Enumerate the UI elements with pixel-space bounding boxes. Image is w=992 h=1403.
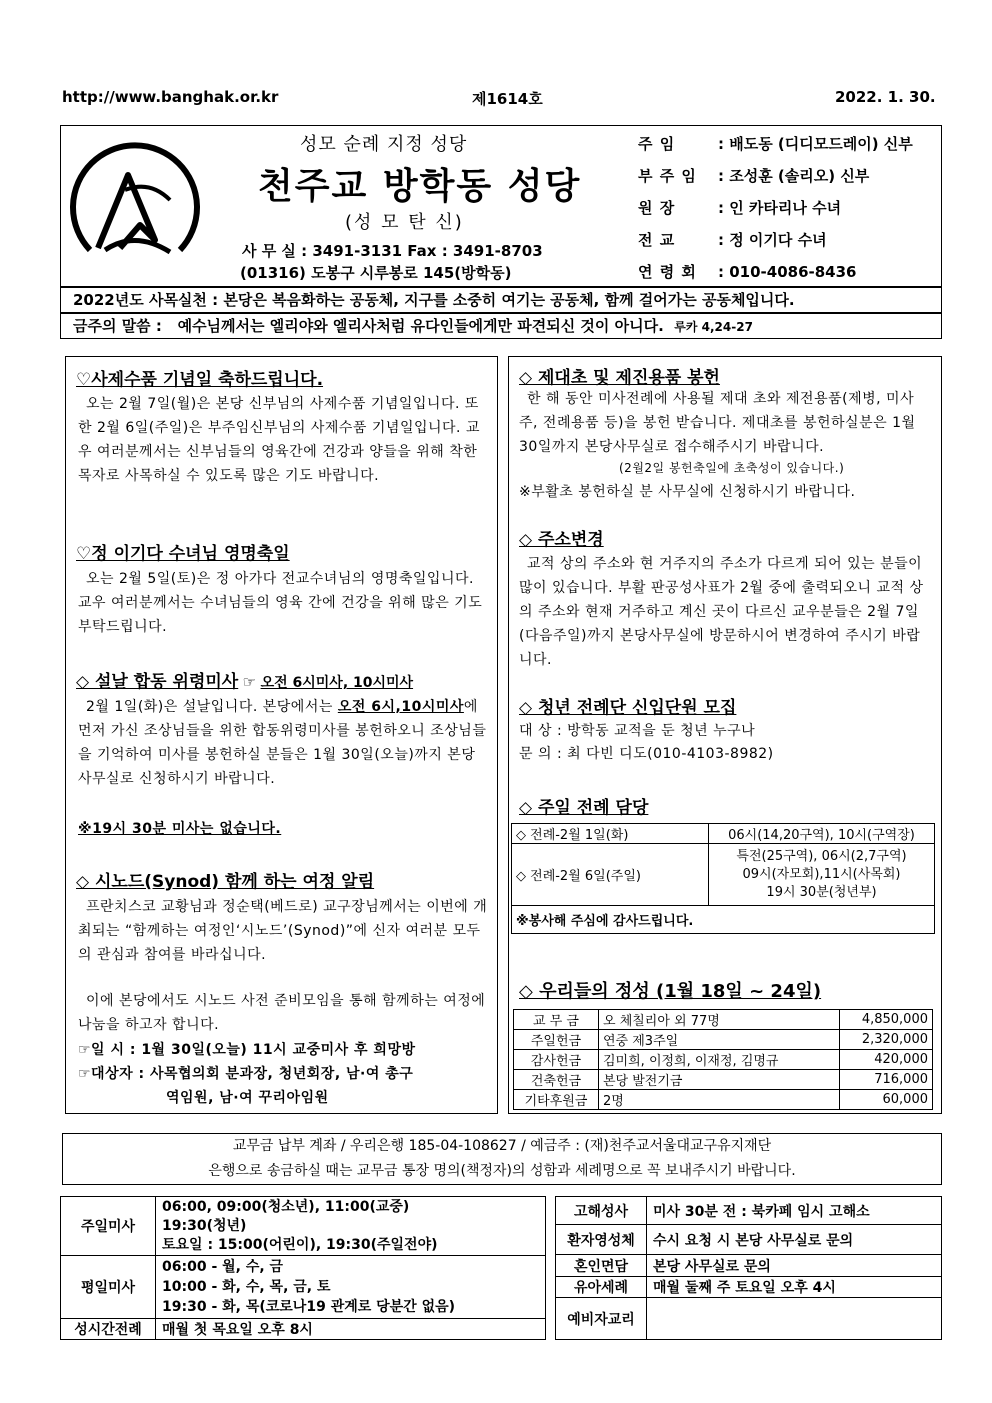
table-row — [61, 1256, 546, 1319]
sunday-mass-times: 06:00, 09:00(청소년), 11:00(교중) 19:30(청년) 토요일 : 15:00(어린이), 19:30(주일전야) — [156, 1197, 546, 1256]
table-row: 고해성사 미사 30분 전 : 북카페 임시 고해소 — [556, 1197, 942, 1225]
altar-candle-small: (2월2일 봉헌축일에 초축성이 있습니다.) — [619, 461, 845, 475]
bulletin-name: (성 모 탄 신) — [345, 212, 464, 233]
synod-date: ☞일 시 : 1월 30일(오늘) 11시 교중미사 후 희망방 — [78, 1042, 416, 1058]
altar-candle-note: ※부활초 봉헌하실 분 사무실에 신청하시기 바랍니다. — [519, 484, 856, 500]
table-row — [61, 1319, 546, 1340]
table-row — [514, 1090, 933, 1110]
address-change-body: 교적 상의 주소와 현 거주지의 주소가 다르게 되어 있는 분들이 많이 있습니다. 부활 판공성사표가 2월 중에 출력되오니 교적 상의 주소와 현재 거주하고 계신 곳이 다르신 교우분들은 2월 7일(다음주일)까지 본당사무실에 방문하시어 변경하여 주시기 바랍니다. — [519, 556, 924, 668]
altar-candle-title: ◇ 제대초 및 제진용품 봉헌 — [519, 368, 720, 388]
synod-body-1: 프란치스코 교황님과 정순택(베드로) 교구장님께서는 이번에 개최되는 “함께하는 여정인‘시노드’(Synod)”에 신자 여러분 모두의 관심과 참여를 바라십니다. — [78, 899, 488, 963]
pastoral-motto: 2022년도 사목실천 : 본당은 복음화하는 공동체, 지구를 소중히 여기는 공동체, 함께 걸어가는 공동체입니다. — [60, 287, 942, 313]
table-row — [514, 1070, 933, 1090]
feastday-body: 오는 2월 5일(토)은 정 아가다 전교수녀님의 영명축일입니다. 교우 여러분께서는 수녀님들의 영육 간에 건강을 위해 많은 기도 부탁드립니다. — [78, 571, 483, 635]
ordination-title: ♡사제수품 기념일 축하드립니다. — [76, 370, 324, 390]
ordination-body: 오는 2월 7일(월)은 본당 신부님의 사제수품 기념일입니다. 또한 2월 6일(주일)은 부주임신부님의 사제수품 기념일입니다. 교우 여러분께서는 신부님들의 영육간에 건강과 양들을 위해 착한 목자로 사목하실 수 있도록 많은 기도 바랍니다. — [78, 396, 480, 484]
right-column — [508, 356, 942, 1114]
table-row: 예비자교리 — [556, 1298, 942, 1340]
staff-assistant: 부 주 임 : 조성훈 (솔리오) 신부 — [638, 167, 870, 185]
liturgy-duty-table — [511, 823, 935, 934]
offering-category: 교 무 금 — [514, 1010, 599, 1030]
staff-catechist: 전 교 : 정 이기다 수녀 — [638, 231, 827, 249]
staff-funeral: 연 령 회 : 010-4086-8436 — [638, 263, 857, 281]
offering-category: 감사헌금 — [514, 1050, 599, 1070]
liturgy-duty-title: ◇ 주일 전례 담당 — [519, 798, 649, 818]
altar-candle-body: 한 해 동안 미사전례에 사용될 제대 초와 제전용품(제병, 미사주, 전례용품 등)을 봉헌 받습니다. 제대초를 봉헌하실분은 1월30일까지 본당사무실로 접수해주시기 바랍니다. — [519, 391, 916, 455]
offering-title: ◇ 우리들의 정성 (1월 18일 ~ 24일) — [519, 981, 822, 1002]
weekly-gospel: 금주의 말씀 : 예수님께서는 엘리야와 엘리사처럼 유다인들에게만 파견되신 것이 아니다. 루카 4,24-27 — [60, 313, 942, 339]
feastday-title: ♡정 이기다 수녀님 영명축일 — [76, 544, 290, 564]
mass-schedule-table — [60, 1196, 546, 1340]
synod-title: ◇ 시노드(Synod) 함께 하는 여정 알림 — [76, 872, 375, 892]
synod-body-2: 이에 본당에서도 시노드 사전 준비모임을 통해 함께하는 여정에 나눔을 하고자 합니다. — [78, 993, 486, 1033]
newyear-mass-title: ◇ 설날 합동 위령미사 ☞ 오전 6시미사, 10시미사 — [76, 672, 414, 692]
staff-superior: 원 장 : 인 카타리나 수녀 — [638, 199, 842, 217]
youth-recruit-title: ◇ 청년 전례단 신입단원 모집 — [519, 698, 737, 718]
table-row — [61, 1197, 546, 1256]
offering-amount: 4,850,000 — [840, 1010, 933, 1030]
weekday-mass-label: 평일미사 — [61, 1256, 156, 1319]
issue-number: 제1614호 — [472, 90, 543, 108]
table-row: ◇ 전례-2월 1일(화) 06시(14,20구역), 10시(구역장) — [512, 824, 935, 844]
offering-amount: 420,000 — [840, 1050, 933, 1070]
youth-recruit-target: 대 상 : 방학동 교적을 둔 청년 누구나 — [519, 723, 756, 739]
youth-recruit-contact: 문 의 : 최 다빈 디도(010-4103-8982) — [519, 746, 774, 762]
table-row — [514, 1050, 933, 1070]
office-address: (01316) 도봉구 시루봉로 145(방학동) — [240, 264, 512, 282]
account-note: 은행으로 송금하실 때는 교무금 통장 명의(책정자)의 성함과 세례명으로 꼭 보내주시기 바랍니다. — [208, 1163, 796, 1179]
offering-detail: 2명 — [599, 1090, 840, 1110]
offering-table — [513, 1009, 933, 1110]
newyear-mass-note: ※19시 30분 미사는 없습니다. — [78, 821, 282, 837]
staff-pastor: 주 임 : 배도동 (디디모드레이) 신부 — [638, 135, 913, 153]
account-info: 교무금 납부 계좌 / 우리은행 185-04-108627 / 예금주 : (재)천주교서울대교구유지재단 — [232, 1138, 772, 1154]
offering-category: 건축헌금 — [514, 1070, 599, 1090]
sacrament-table — [555, 1196, 942, 1340]
parish-subtitle: 성모 순례 지정 성당 — [300, 134, 468, 155]
table-row: ※봉사해 주심에 감사드립니다. — [512, 906, 935, 934]
office-phone: 사 무 실 : 3491-3131 Fax : 3491-8703 — [242, 242, 543, 260]
issue-date: 2022. 1. 30. — [835, 88, 936, 106]
website-url[interactable]: http://www.banghak.or.kr — [62, 88, 279, 106]
newyear-mass-body: 2월 1일(화)은 설날입니다. 본당에서는 오전 6시,10시미사에 먼저 가신 조상님들을 위한 합동위령미사를 봉헌하오니 조상님들을 기억하여 미사를 봉헌하실 분들은 1월 30일(오늘)까지 본당 사무실로 신청하시기 바랍니다. — [78, 699, 487, 787]
offering-detail: 오 체칠리아 외 77명 — [599, 1010, 840, 1030]
parish-logo-icon — [60, 130, 210, 280]
sunday-mass-label: 주일미사 — [61, 1197, 156, 1256]
holy-hour-label: 성시간전례 — [61, 1319, 156, 1340]
table-row — [514, 1010, 933, 1030]
address-change-title: ◇ 주소변경 — [519, 530, 604, 550]
weekday-mass-times: 06:00 - 월, 수, 금 10:00 - 화, 수, 목, 금, 토 19:30 - 화, 목(코로나19 관계로 당분간 없음) — [156, 1256, 546, 1319]
table-row: 환자영성체 수시 요청 시 본당 사무실로 문의 — [556, 1225, 942, 1255]
synod-target: ☞대상자 : 사목협의회 분과장, 청년회장, 남·여 총구 — [78, 1066, 414, 1082]
synod-target-cont: 역임원, 남·여 꾸리아임원 — [166, 1090, 329, 1106]
account-box — [62, 1133, 942, 1185]
table-row: 유아세례 매월 둘째 주 토요일 오후 4시 — [556, 1277, 942, 1298]
offering-detail: 김미희, 이정희, 이재정, 김명규 — [599, 1050, 840, 1070]
offering-category: 기타후원금 — [514, 1090, 599, 1110]
table-row: 혼인면담 본당 사무실로 문의 — [556, 1255, 942, 1277]
offering-detail: 연중 제3주일 — [599, 1030, 840, 1050]
table-row: ◇ 전례-2월 6일(주일) 특전(25구역), 06시(2,7구역) 09시(자모회),11시(사목회) 19시 30분(청년부) — [512, 844, 935, 906]
offering-amount: 60,000 — [840, 1090, 933, 1110]
offering-amount: 2,320,000 — [840, 1030, 933, 1050]
offering-amount: 716,000 — [840, 1070, 933, 1090]
parish-name: 천주교 방학동 성당 — [258, 166, 582, 207]
offering-detail: 본당 발전기금 — [599, 1070, 840, 1090]
table-row — [514, 1030, 933, 1050]
offering-category: 주일헌금 — [514, 1030, 599, 1050]
left-column — [65, 356, 498, 1114]
holy-hour-time: 매월 첫 목요일 오후 8시 — [156, 1319, 546, 1340]
